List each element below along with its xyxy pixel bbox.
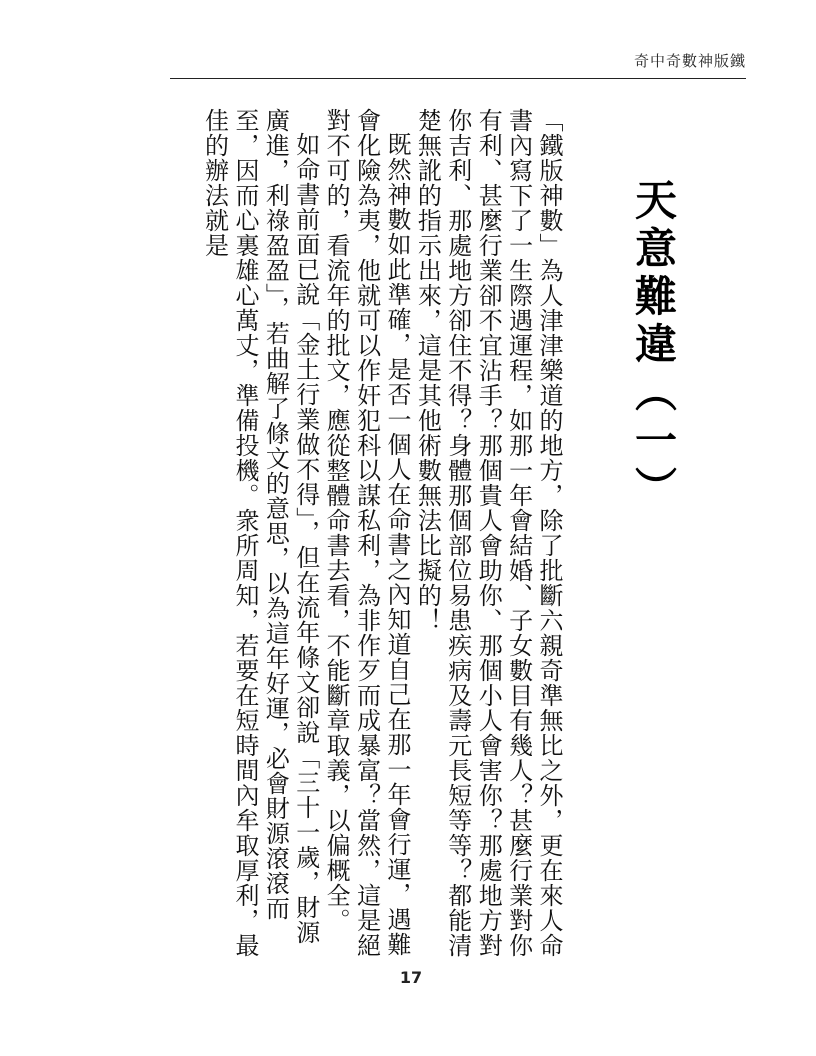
body-text: [199, 108, 564, 958]
paragraph: 如命書前面已說「金土行業做不得」，但在流年條文卻說「三十一歲，財源廣進，利祿盈盈」，若曲解了條文的意思，以為這年好運，必會財源滾滾而至，因而心裏雄心萬丈，準備投機。衆所周知，若要在短時間內牟取厚利，最佳的辦法就是: [200, 108, 320, 958]
paragraph: 既然神數如此準確，是否一個人在命書之內知道自己在那一年會行運，遇難會化險為夷，他就可以作奸犯科以謀私利，為非作歹而成暴富？當然，這是絕對不可的，看流年的批文，應從整體命書去看，不能斷章取義，以偏概全。: [322, 108, 411, 958]
paragraph: 「鐵版神數」為人津津樂道的地方，除了批斷六親奇準無比之外，更在來人命書內寫下了一生際遇運程，如那一年會結婚、子女數目有幾人？甚麼行業對你有利、甚麼行業卻不宜沾手？那個貴人會助你、那個小人會害你？那處地方對你吉利、那處地方卻住不得？身體那個部位易患疾病及壽元長短等等？都能清楚無訛的指示出來，這是其他術數無法比擬的！: [413, 108, 563, 958]
running-header: 奇中奇數神版鐵: [633, 52, 746, 70]
header-divider: [170, 78, 746, 79]
page-number: 17: [399, 968, 423, 987]
chapter-title: 天意難違（一）: [629, 178, 678, 514]
